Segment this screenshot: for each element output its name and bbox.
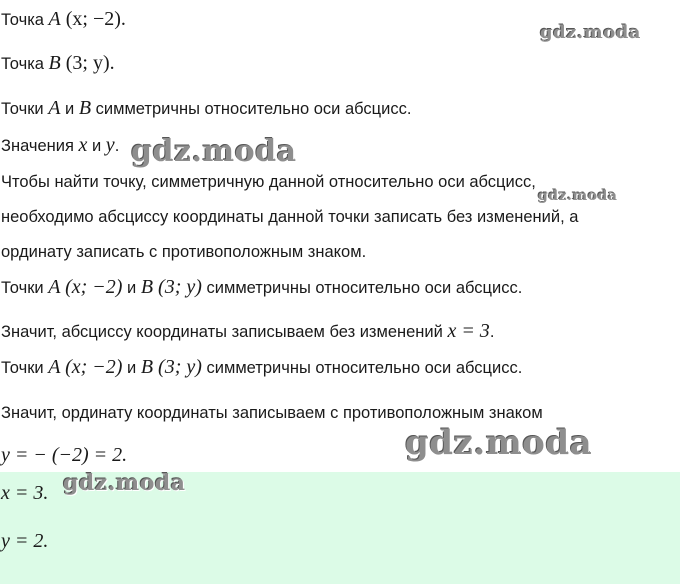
answer-x: x = 3. [1, 482, 49, 504]
watermark-logo: gdz.moda [540, 22, 641, 43]
watermark-logo: gdz.moda [131, 134, 297, 169]
line-symmetric-3: Точки A (x; −2) и B (3; y) симметричны относительно оси абсцисс. [1, 356, 523, 378]
line-abscissa: Значит, абсциссу координаты записываем без изменений x = 3. [1, 320, 495, 342]
line-rule-3: ординату записать с противоположным знаком. [1, 243, 367, 261]
line-symmetric-2: Точки A (x; −2) и B (3; y) симметричны относительно оси абсцисс. [1, 276, 523, 298]
answer-y: y = 2. [1, 530, 49, 552]
line-values: Значения x и y. [1, 134, 120, 156]
line-rule-2: необходимо абсциссу координаты данной точки записать без изменений, а [1, 208, 579, 226]
watermark-logo: gdz.moda [405, 423, 593, 463]
line-point-a: Точка A (x; −2). [1, 8, 126, 30]
line-ordinate: Значит, ординату координаты записываем с противоположным знаком [1, 404, 543, 422]
watermark-logo: gdz.moda [538, 188, 618, 204]
line-symmetric: Точки A и B симметричны относительно оси абсцисс. [1, 97, 412, 119]
watermark-logo: gdz.moda [63, 470, 186, 496]
line-y-calc: y = − (−2) = 2. [1, 444, 128, 466]
line-rule-1: Чтобы найти точку, симметричную данной относительно оси абсцисс, [1, 173, 536, 191]
line-point-b: Точка B (3; y). [1, 52, 115, 74]
